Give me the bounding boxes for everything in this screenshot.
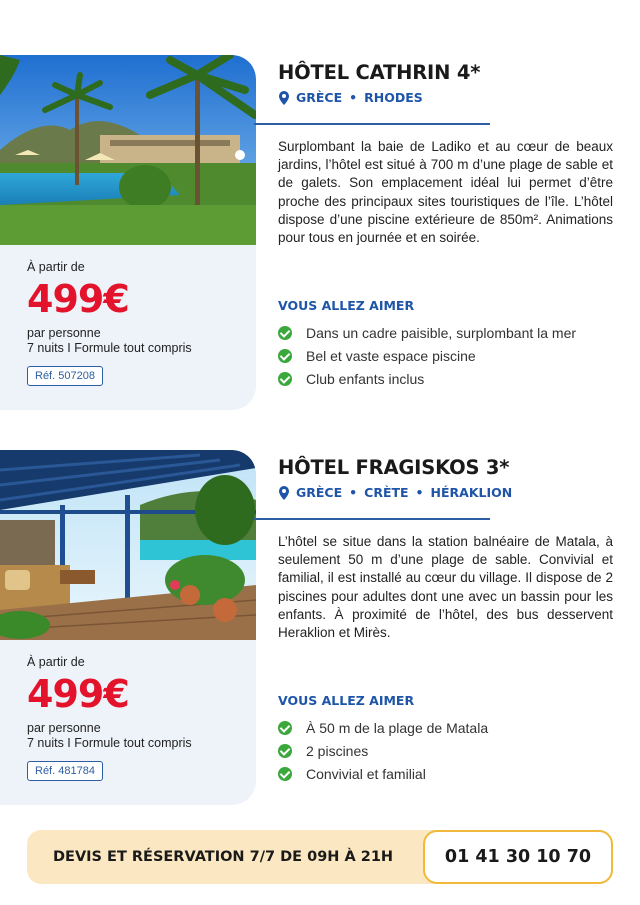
location-separator: • [349, 90, 358, 105]
highlight-text: Bel et vaste espace piscine [306, 347, 476, 364]
hotel-title: HÔTEL FRAGISKOS 3* [278, 456, 510, 479]
hotel-price-card [0, 55, 256, 410]
highlight-item [278, 367, 576, 390]
highlights-list [278, 321, 576, 390]
hotel-location [278, 485, 613, 500]
price-block [27, 260, 242, 386]
highlight-item [278, 739, 488, 762]
price-per-person: par personne [27, 721, 101, 735]
location-city: HÉRAKLION [430, 485, 513, 500]
hotel-description: Surplombant la baie de Ladiko et au cœur de beaux jardins, l’hôtel est situé à 700 m d’une plage de sable et de galets. Son emplacement idéal lui permet d’être proche des principaux sites touristiques de l’île. L’hôtel dispose d’une piscine extérieure de 850m². Animations pour tous en journée et en soirée. [278, 139, 613, 246]
highlight-item [278, 321, 576, 344]
highlight-text: Club enfants inclus [306, 370, 425, 387]
title-divider [254, 123, 490, 125]
price-formula: 7 nuits I Formule tout compris [27, 341, 192, 355]
check-icon [278, 372, 292, 386]
location-pin-icon [278, 486, 290, 500]
booking-hours-label: DEVIS ET RÉSERVATION 7/7 DE 09H À 21H [53, 849, 394, 865]
check-icon [278, 744, 292, 758]
price-value: 499€ [27, 277, 129, 321]
check-icon [278, 349, 292, 363]
hotel-card-cathrin [0, 55, 640, 415]
highlights-title: VOUS ALLEZ AIMER [278, 298, 415, 313]
hotel-photo [0, 450, 256, 640]
highlights-title: VOUS ALLEZ AIMER [278, 693, 415, 708]
price-from-label: À partir de [27, 260, 85, 274]
highlight-item [278, 762, 488, 785]
check-icon [278, 721, 292, 735]
location-city: RHODES [364, 90, 423, 105]
hotel-photo [0, 55, 256, 245]
highlight-item [278, 344, 576, 367]
hotel-description: L’hôtel se situe dans la station balnéaire de Matala, à seulement 50 m d’une plage de sable. Convivial et familial, il est installé au cœur du village. Il dispose de 2 piscines pour adultes dont une avec un bassin pour les enfants. À proximité de l’hôtel, des bus desservent Heraklion et Mirès. [278, 534, 613, 641]
check-icon [278, 767, 292, 781]
check-icon [278, 326, 292, 340]
highlight-text: 2 piscines [306, 742, 369, 759]
hotel-details [278, 55, 613, 387]
reference-badge: Réf. 481784 [27, 761, 103, 781]
highlight-text: Convivial et familial [306, 765, 426, 782]
hotel-details [278, 450, 613, 782]
booking-footer [27, 830, 613, 884]
highlight-item [278, 716, 488, 739]
price-formula: 7 nuits I Formule tout compris [27, 736, 192, 750]
hotel-location [278, 90, 613, 105]
location-country: GRÈCE [296, 485, 343, 500]
price-from-label: À partir de [27, 655, 85, 669]
location-separator: • [415, 485, 424, 500]
reference-badge: Réf. 507208 [27, 366, 103, 386]
location-country: GRÈCE [296, 90, 343, 105]
price-value: 499€ [27, 672, 129, 716]
price-block [27, 655, 242, 781]
highlights-list [278, 716, 488, 785]
location-region: CRÈTE [364, 485, 409, 500]
hotel-price-card [0, 450, 256, 805]
location-separator: • [349, 485, 358, 500]
phone-number-button[interactable]: 01 41 30 10 70 [423, 830, 613, 884]
highlight-text: À 50 m de la plage de Matala [306, 719, 489, 736]
hotel-card-fragiskos [0, 450, 640, 810]
title-divider [254, 518, 490, 520]
highlight-text: Dans un cadre paisible, surplombant la mer [306, 324, 577, 341]
price-per-person: par personne [27, 326, 101, 340]
location-pin-icon [278, 91, 290, 105]
hotel-title: HÔTEL CATHRIN 4* [278, 61, 481, 84]
